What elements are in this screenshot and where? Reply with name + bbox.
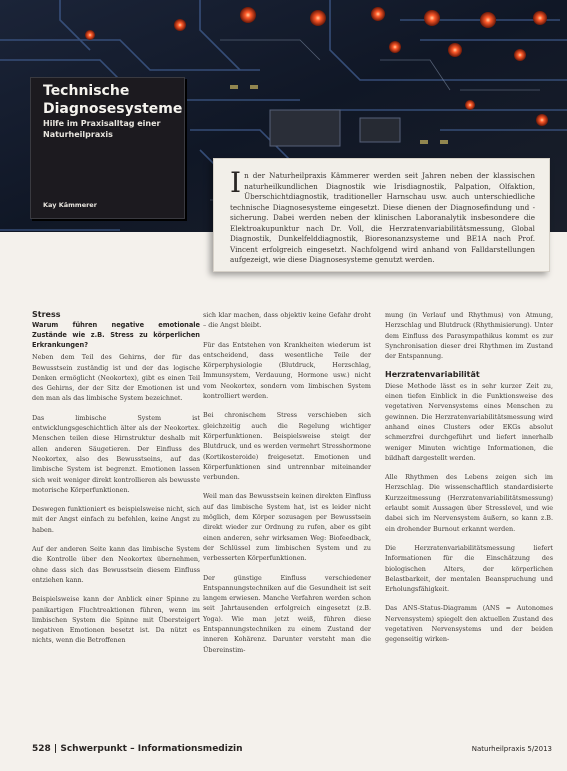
column-3 [385, 310, 553, 654]
paragraph: Das limbische System ist entwicklungsgeschichtlich älter als der Neokortex. Menschen teilen diese Hirnstruktur deshalb mit allen anderen Säugetieren. Der Einfluss des Neokortex, also des Bewusstseins, auf das limbische System ist begrenzt. Emotionen lassen sich weit weniger direkt kontrollieren als bewusste motorische Körperfunktionen. [32, 413, 200, 494]
paragraph: Auf der anderen Seite kann das limbische System die Kontrolle über den Neokortex übernehmen, ohne dass sich das Bewusstsein diesem Einfluss entziehen kann. [32, 545, 200, 584]
paragraph: Bei chronischem Stress verschieben sich gleichzeitig auch die Regelung wichtiger Körperfunktionen. Beispielsweise steigt der Blutdruck, und es werden vermehrt Stresshormone (Kortikosteroide) freigesetzt. Emotionen und Körperfunktionen sind untrennbar miteinander verbunden. [203, 411, 371, 482]
section-heading-herzratenvariabilitaet: Herzratenvariabilität [385, 370, 480, 380]
paragraph: Die Herzratenvariabilitätsmessung liefert Informationen für die Einschätzung des biologischen Alters, der körperlichen Belastbarkeit, der mentalen Beanspruchung und Erholungsfähigkeit. [385, 543, 553, 594]
section-heading-stress: Stress [32, 310, 61, 319]
drop-cap: I [230, 166, 242, 199]
paragraph: Deswegen funktioniert es beispielsweise nicht, sich mit der Angst einfach zu befehlen, keine Angst zu haben. [32, 505, 200, 534]
intro-text-block [230, 166, 535, 266]
paragraph: mung (in Verlauf und Rhythmus) von Atmung, Herzschlag und Blutdruck (Rhythmisierung). Unter dem Einfluss des Parasympathikus kommt es zur Synchronisation dieser drei Rhythmen im Zustand der Entspannung. [385, 311, 553, 361]
article-title-line-1: Technische [43, 83, 130, 99]
footer-page-section: 528 | Schwerpunkt – Informationsmedizin [32, 744, 243, 754]
article-author: Kay Kämmerer [43, 201, 97, 209]
article-subtitle: Hilfe im Praxisalltag einer Naturheilpraxis [43, 119, 161, 139]
paragraph: Weil man das Bewusstsein keinen direkten Einfluss auf das limbische System hat, ist es leider nicht möglich, dem Körper sozusagen per Bewusstsein direkt wieder zur Ordnung zu rufen, aber es gibt einen anderen, sehr wirksamen Weg: Biofeedback, der Schlüssel zum limbischen System und zu verbesserten Körperfunktionen. [203, 492, 371, 563]
paragraph: sich klar machen, dass objektiv keine Gefahr droht – die Angst bleibt. [203, 311, 371, 330]
paragraph: Der günstige Einfluss verschiedener Entspannungstechniken auf die Gesundheit ist seit langem erwiesen. Manche Verfahren werden schon seit Jahrtausenden erfolgreich eingesetzt (z.B. Yoga). Wie man jetzt weiß, führen diese Entspannungstechniken zu einem Zustand der inneren Kohärenz. Darunter versteht man die Übereinstim- [203, 573, 371, 654]
article-title [43, 82, 182, 118]
footer-issue: Naturheilpraxis 5/2013 [471, 745, 552, 753]
article-title-line-2: Diagnosesysteme [43, 101, 183, 117]
intro-box [213, 158, 550, 272]
paragraph: Diese Methode lässt es in sehr kurzer Zeit zu, einen tiefen Einblick in die Funktionsweise des vegetativen Nervensystems eines Menschen zu gewinnen. Die Herzratenvariabilitätsmessung wird anhand eines Clusters oder EKGs absolut schmerzfrei durchgeführt und liefert innerhalb weniger Minuten wichtige Informationen, die bildhaft dargestellt werden. [385, 381, 553, 462]
paragraph: Neben dem Teil des Gehirns, der für das Bewusstsein zuständig ist und der das logische Denken ermöglicht (Neokortex), gibt es einen Teil des Gehirns, der der Sitz der Emotionen ist und den man als das limbische System bezeichnet. [32, 353, 200, 403]
intro-text: n der Naturheilpraxis Kämmerer werden seit Jahren neben der klassischen naturheilkundlichen Diagnostik wie Irisdiagnostik, Palpation, Olfaktion, Überschichtdiagnostik, traditioneller Harnschau usw. auch unterschiedliche technische Diagnosesysteme eingesetzt. Diese dienen der Diagnosefindung und -sicherung. Dabei werden neben der klinischen Laboranalytik insbesondere die Elektroakupunktur nach Dr. Voll, die Herzratenvariabilitätsmessung, Global Diagnostik, Dunkelfelddiagnostik, Bioresonanzsysteme und BE1A nach Prof. Vincent erfolgreich eingesetzt. Nachfolgend wird anhand von Falldarstellungen aufgezeigt, wie diese Diagnosesysteme genutzt werden. [230, 171, 535, 264]
column-1 [32, 310, 200, 655]
paragraph: Das ANS-Status-Diagramm (ANS = Autonomes Nervensystem) spiegelt den aktuellen Zustand des vegetativen Nervensystems und der beiden gegenseitig wirken- [385, 604, 553, 644]
column-2 [203, 310, 371, 664]
page-footer [32, 744, 552, 758]
paragraph: Alle Rhythmen des Lebens zeigen sich im Herzschlag. Die wissenschaftlich standardisierte Kurzzeitmessung (Herzratenvariabilitätsmessung) erlaubt somit Aussagen über Stresslevel, und wie dabei sich im Nervensystem äußern, so kann z.B. ein drohender Burnout erkannt werden. [385, 473, 553, 533]
section-subheading: Warum führen negative emotionale Zustände wie z.B. Stress zu körperlichen Erkrankungen? [32, 321, 200, 350]
title-box [30, 77, 185, 219]
paragraph: Beispielsweise kann der Anblick einer Spinne zu panikartigen Fluchtreaktionen führen, wenn im limbischen System die Spinne mit Übersteigert negativen Emotionen besetzt ist. Da nützt es nichts, wenn die Betroffenen [32, 595, 200, 645]
paragraph: Für das Entstehen von Krankheiten wiederum ist entscheidend, dass wesentliche Teile der Körperphysiologie (Blutdruck, Herzschlag, Immunsystem, Verdauung, Hormone usw.) nicht vom Neokortex, sondern vom limbischen System kontrolliert werden. [203, 340, 371, 401]
